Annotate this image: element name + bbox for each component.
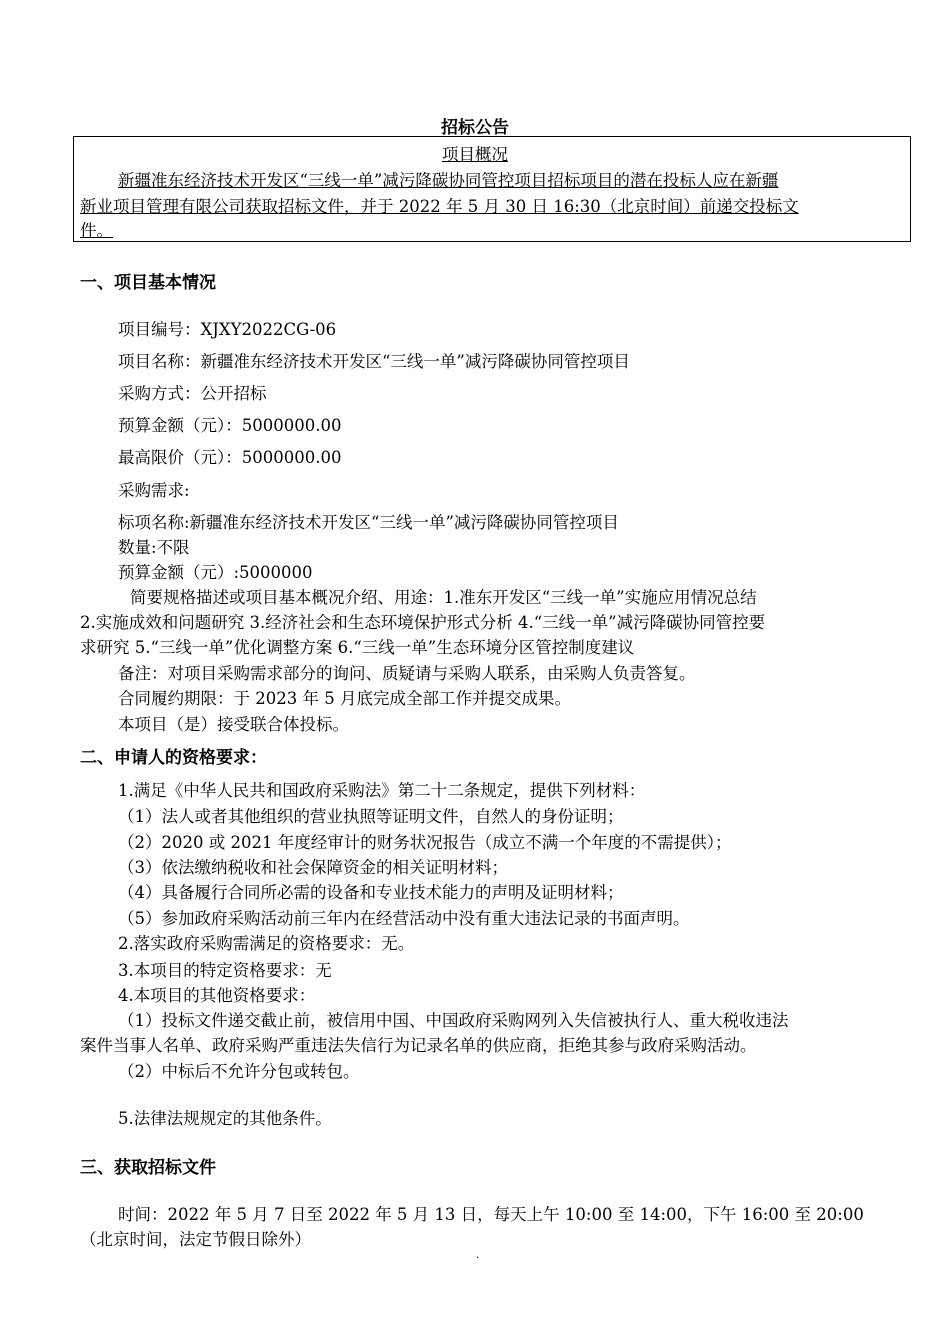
qualification-item-5: 5.法律法规规定的其他条件。	[118, 1109, 332, 1128]
section2-heading: 二、申请人的资格要求：	[80, 748, 267, 768]
page-mark: .	[476, 1250, 480, 1261]
budget-amount: 预算金额（元）：5000000.00	[118, 416, 342, 435]
overview-line-3: 件。	[80, 221, 113, 240]
document-title: 招标公告	[441, 118, 509, 138]
lot-name: 标项名称:新疆准东经济技术开发区“三线一单”减污降碳协同管控项目	[118, 513, 619, 532]
contract-term: 合同履约期限：于 2023 年 5 月底完成全部工作并提交成果。	[118, 689, 571, 708]
qualification-sub-1: （1）法人或者其他组织的营业执照等证明文件，自然人的身份证明；	[118, 807, 624, 826]
other-requirement-1-line-1: （1）投标文件递交截止前，被信用中国、中国政府采购网列入失信被执行人、重大税收违法	[118, 1011, 789, 1030]
project-name: 项目名称：新疆准东经济技术开发区“三线一单”减污降碳协同管控项目	[118, 352, 630, 371]
qualification-sub-4: （4）具备履行合同所必需的设备和专业技术能力的声明及证明材料；	[118, 883, 624, 902]
qualification-item-2: 2.落实政府采购需满足的资格要求：无。	[118, 934, 415, 953]
lot-quantity: 数量:不限	[118, 538, 190, 557]
obtain-time-line-1: 时间：2022 年 5 月 7 日至 2022 年 5 月 13 日，每天上午 10:00 至 14:00，下午 16:00 至 20:00	[118, 1205, 864, 1224]
obtain-time-line-2: （北京时间，法定节假日除外）	[80, 1230, 311, 1249]
spec-line-2: 2.实施成效和问题研究 3.经济社会和生态环境保护形式分析 4.“三线一单”减污降碳协同管控要	[80, 613, 766, 632]
spec-line-1: 简要规格描述或项目基本概况介绍、用途：1.准东开发区“三线一单”实施应用情况总结	[130, 588, 757, 607]
spec-line-3: 求研究 5.“三线一单”优化调整方案 6.“三线一单”生态环境分区管控制度建议	[80, 638, 635, 657]
consortium-bidding: 本项目（是）接受联合体投标。	[118, 715, 349, 734]
requirement-note: 备注：对项目采购需求部分的询问、质疑请与采购人联系，由采购人负责答复。	[118, 664, 696, 683]
qualification-sub-2: （2）2020 或 2021 年度经审计的财务状况报告（成立不满一个年度的不需提供）；	[118, 833, 732, 852]
qualification-item-4: 4.本项目的其他资格要求：	[118, 986, 316, 1005]
qualification-sub-5: （5）参加政府采购活动前三年内在经营活动中没有重大违法记录的书面声明。	[118, 909, 690, 928]
overview-line-2: 新业项目管理有限公司获取招标文件，并于 2022 年 5 月 30 日 16:30（北京时间）前递交投标文	[80, 197, 799, 216]
other-requirement-1-line-2: 案件当事人名单、政府采购严重违法失信行为记录名单的供应商，拒绝其参与政府采购活动。	[80, 1036, 757, 1055]
overview-heading: 项目概况	[442, 145, 508, 164]
lot-budget: 预算金额（元）:5000000	[118, 563, 313, 582]
section1-heading: 一、项目基本情况	[80, 273, 216, 293]
project-number: 项目编号：XJXY2022CG-06	[118, 320, 337, 339]
qualification-item-3: 3.本项目的特定资格要求：无	[118, 961, 332, 980]
section3-heading: 三、获取招标文件	[80, 1158, 216, 1178]
qualification-sub-3: （3）依法缴纳税收和社会保障资金的相关证明材料；	[118, 858, 508, 877]
other-requirement-2: （2）中标后不允许分包或转包。	[118, 1062, 360, 1081]
max-price: 最高限价（元）：5000000.00	[118, 448, 342, 467]
procurement-method: 采购方式：公开招标	[118, 384, 267, 403]
procurement-demand: 采购需求:	[118, 481, 190, 500]
qualification-item-1: 1.满足《中华人民共和国政府采购法》第二十二条规定，提供下列材料：	[118, 781, 646, 800]
overview-line-1: 新疆准东经济技术开发区“三线一单”减污降碳协同管控项目招标项目的潜在投标人应在新疆	[118, 171, 779, 190]
